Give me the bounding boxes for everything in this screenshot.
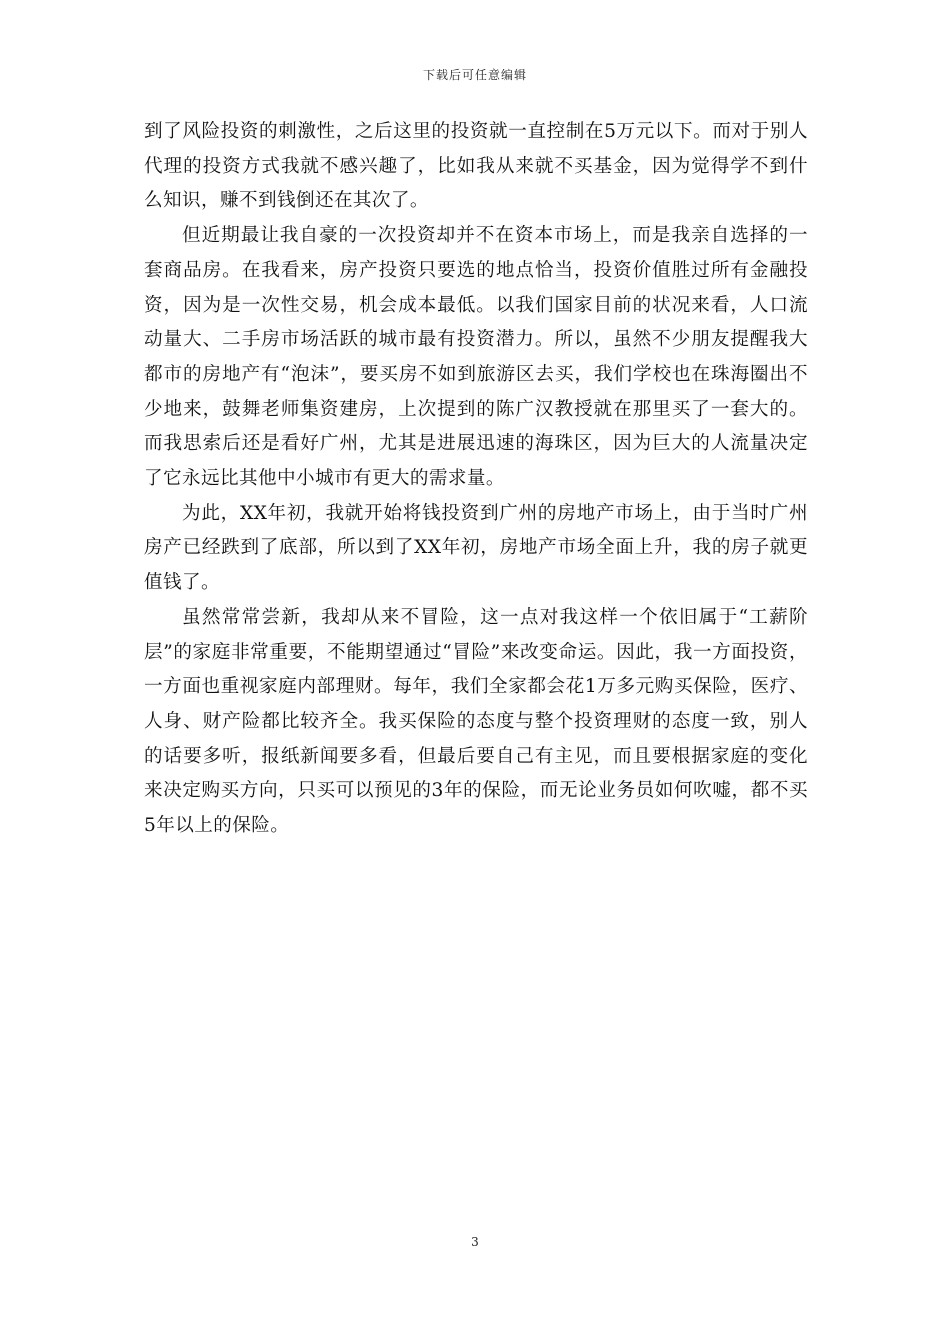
page-number: 3 bbox=[471, 1235, 479, 1249]
document-body bbox=[144, 115, 808, 844]
paragraph-insurance: 虽然常常尝新，我却从来不冒险，这一点对我这样一个依旧属于“工薪阶层”的家庭非常重要，不能期望通过“冒险”来改变命运。因此，我一方面投资，一方面也重视家庭内部理财。每年，我们全家都会花1万多元购买保险，医疗、人身、财产险都比较齐全。我买保险的态度与整个投资理财的态度一致，别人的话要多听，报纸新闻要多看，但最后要自己有主见，而且要根据家庭的变化来决定购买方向，只买可以预见的3年的保险，而无论业务员如何吹嘘，都不买5年以上的保险。 bbox=[144, 606, 808, 837]
paragraph-guangzhou-market: 为此，XX年初，我就开始将钱投资到广州的房地产市场上，由于当时广州房产已经跌到了底部，所以到了XX年初，房地产市场全面上升，我的房子就更值钱了。 bbox=[144, 502, 808, 594]
paragraph-continuation: 到了风险投资的刺激性，之后这里的投资就一直控制在5万元以下。而对于别人代理的投资方式我就不感兴趣了，比如我从来就不买基金，因为觉得学不到什么知识，赚不到钱倒还在其次了。 bbox=[144, 121, 808, 212]
page-header: 下载后可任意编辑 bbox=[422, 68, 527, 82]
paragraph-property-investment: 但近期最让我自豪的一次投资却并不在资本市场上，而是我亲自选择的一套商品房。在我看来，房产投资只要选的地点恰当，投资价值胜过所有金融投资，因为是一次性交易，机会成本最低。以我们国家目前的状况来看，人口流动量大、二手房市场活跃的城市最有投资潜力。所以，虽然不少朋友提醒我大都市的房地产有“泡沫”，要买房不如到旅游区去买，我们学校也在珠海圈出不少地来，鼓舞老师集资建房，上次提到的陈广汉教授就在那里买了一套大的。而我思索后还是看好广州，尤其是进展迅速的海珠区，因为巨大的人流量决定了它永远比其他中小城市有更大的需求量。 bbox=[144, 225, 808, 490]
